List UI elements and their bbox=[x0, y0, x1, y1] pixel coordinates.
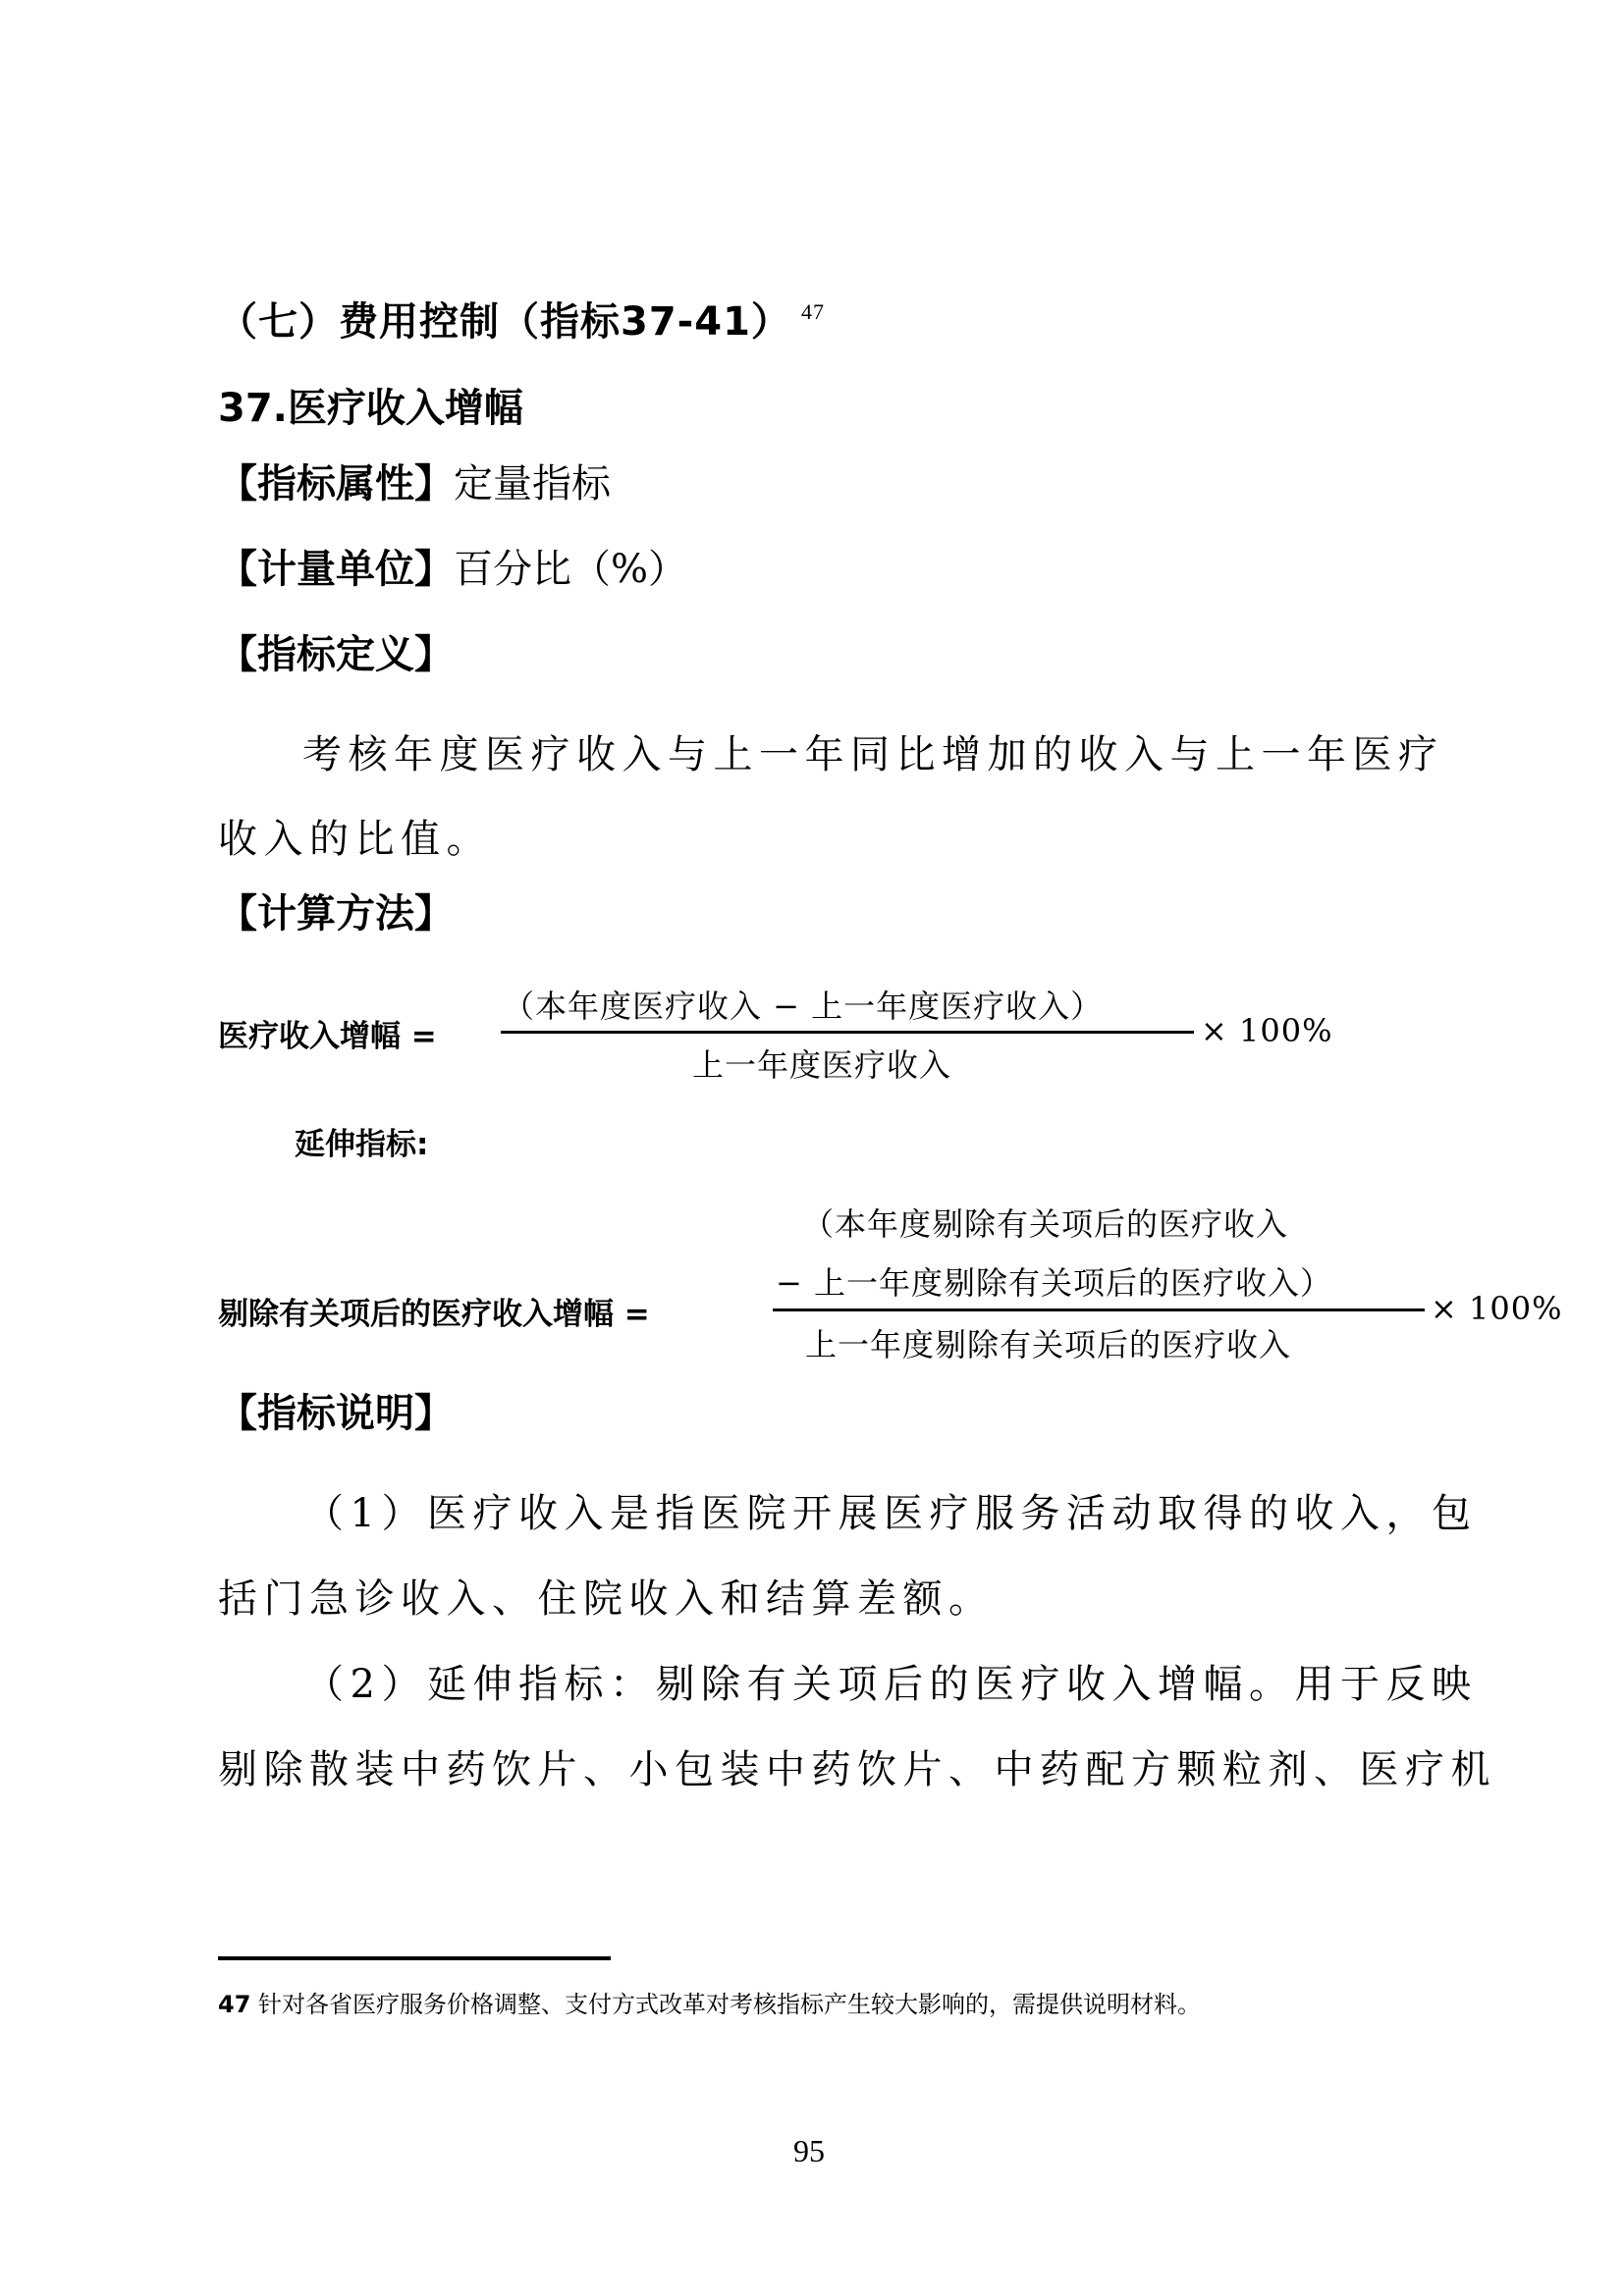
unit-row bbox=[218, 547, 688, 592]
definition-line-1: 考核年度医疗收入与上一年同比增加的收入与上一年医疗 bbox=[302, 732, 1444, 777]
attribute-value: 定量指标 bbox=[454, 461, 611, 507]
formula2-fraction-bar bbox=[773, 1308, 1425, 1311]
footnote-number: 47 bbox=[218, 1991, 251, 2018]
footnote bbox=[218, 1985, 1201, 2019]
unit-label: 【计量单位】 bbox=[218, 547, 454, 592]
formula2-numerator-line-1: （本年度剔除有关项后的医疗收入 bbox=[802, 1205, 1289, 1243]
formula2-lhs: 剔除有关项后的医疗收入增幅 = bbox=[218, 1297, 650, 1332]
definition-line-2: 收入的比值。 bbox=[218, 817, 492, 862]
attribute-row bbox=[218, 461, 611, 507]
explanation-line-2: 括门急诊收入、住院收入和结算差额。 bbox=[218, 1576, 995, 1622]
page-number: 95 bbox=[793, 2133, 825, 2168]
formula2-multiplier: × 100% bbox=[1431, 1290, 1563, 1327]
explanation-line-3: （2）延伸指标：剔除有关项后的医疗收入增幅。用于反映 bbox=[304, 1662, 1478, 1707]
indicator-title: 37.医疗收入增幅 bbox=[218, 386, 523, 431]
explanation-line-4: 剔除散装中药饮片、小包装中药饮片、中药配方颗粒剂、医疗机 bbox=[218, 1747, 1496, 1792]
formula1-fraction-bar bbox=[501, 1031, 1194, 1034]
definition-label: 【指标定义】 bbox=[218, 632, 454, 677]
footnote-text: 针对各省医疗服务价格调整、支付方式改革对考核指标产生较大影响的，需提供说明材料。 bbox=[258, 1991, 1202, 2018]
attribute-label: 【指标属性】 bbox=[218, 461, 454, 507]
formula1-denominator: 上一年度医疗收入 bbox=[692, 1046, 952, 1084]
extension-label: 延伸指标: bbox=[295, 1127, 429, 1162]
footnote-ref[interactable]: 47 bbox=[800, 299, 825, 324]
formula1-numerator: （本年度医疗收入 − 上一年度医疗收入） bbox=[503, 988, 1104, 1025]
unit-value: 百分比（%） bbox=[454, 547, 688, 592]
formula1-multiplier: × 100% bbox=[1201, 1012, 1333, 1049]
formula2-numerator-line-2: − 上一年度剔除有关项后的医疗收入） bbox=[776, 1264, 1332, 1302]
footnote-separator bbox=[218, 1956, 611, 1960]
section-heading-text: （七）费用控制（指标37-41） bbox=[218, 299, 791, 345]
method-label: 【计算方法】 bbox=[218, 891, 454, 936]
formula1-lhs: 医疗收入增幅 = bbox=[218, 1019, 437, 1054]
formula2-denominator: 上一年度剔除有关项后的医疗收入 bbox=[805, 1326, 1292, 1363]
explanation-label: 【指标说明】 bbox=[218, 1391, 454, 1436]
explanation-line-1: （1）医疗收入是指医院开展医疗服务活动取得的收入，包 bbox=[304, 1491, 1478, 1536]
section-heading bbox=[218, 291, 825, 347]
